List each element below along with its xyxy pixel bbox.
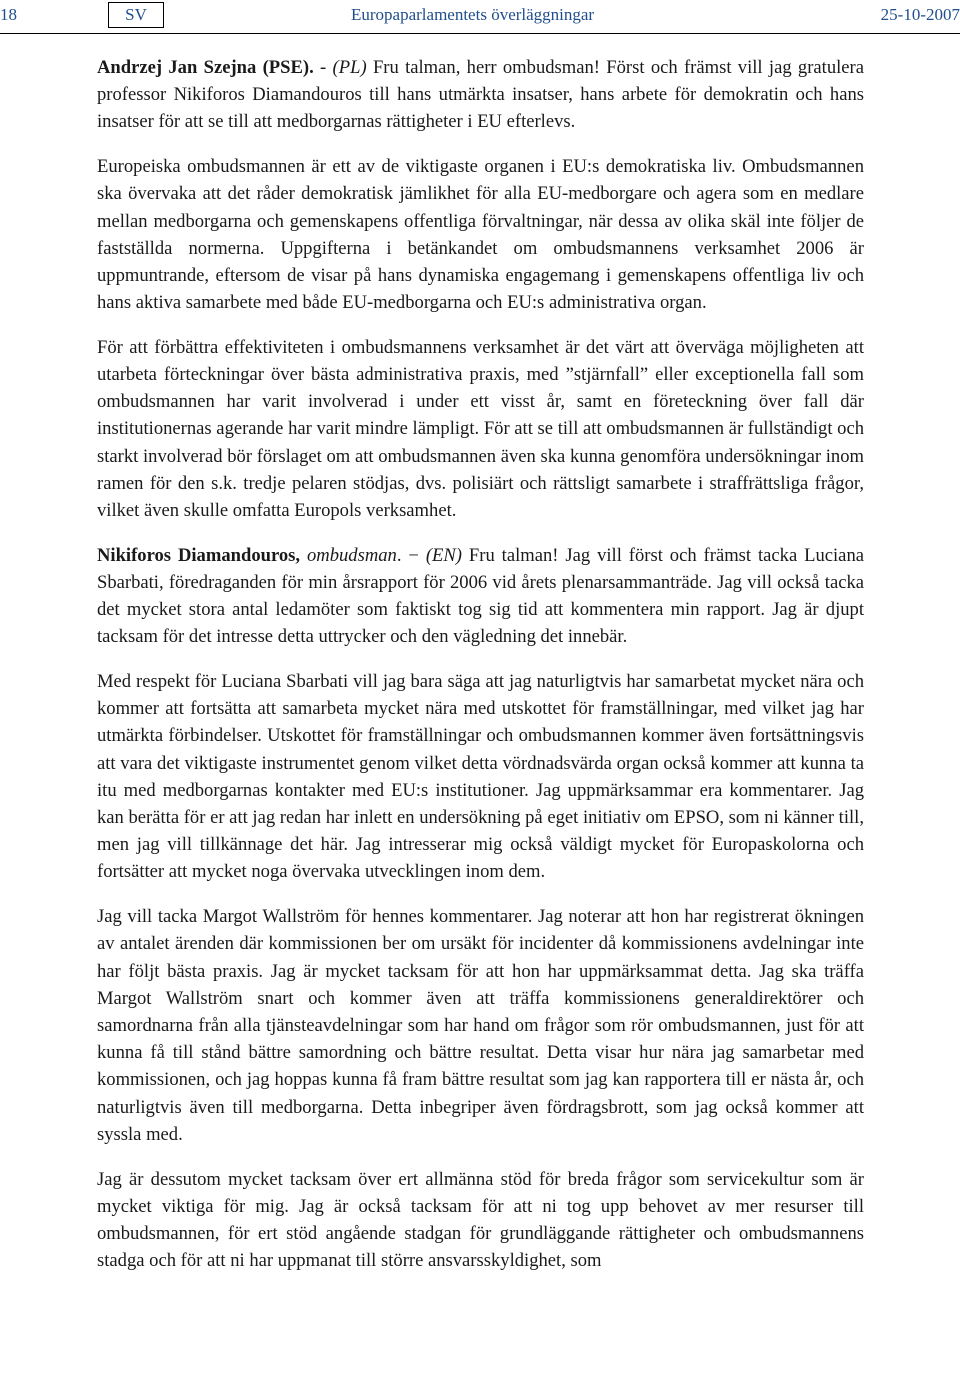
- paragraph: Europeiska ombudsmannen är ett av de viktigaste organen i EU:s demokratiska liv. Ombudsmannen ska övervaka att det råder demokratisk jämlikhet för alla EU-medborgare och agera som en medlare mellan medborgarna och gemenskapens offentliga förvaltningar, när dessa av olika skäl inte följer de fastställda normerna. Uppgifterna i betänkandet om ombudsmannens verksamhet 2006 är uppmuntrande, eftersom de visar på hans dynamiska engagemang i gemenskapens offentliga liv och hans aktiva samarbete med både EU-medborgarna och EU:s administrativa organ.: [97, 156, 864, 314]
- language-badge: SV: [108, 2, 164, 28]
- language-tag: (PL): [332, 57, 367, 78]
- separator: -: [313, 57, 333, 78]
- paragraph: Jag är dessutom mycket tacksam över ert allmänna stöd för breda frågor som servicekultur som är mycket viktiga för mig. Jag är också tacksam för att ni tog upp behovet av mer resurser till ombudsmannen, för ert stöd angående stadgan för grundläggande rättigheter och ombudsmannens stadga och för att ni har uppmanat till större ansvarsskyldighet, som: [97, 1168, 864, 1272]
- paragraph: Med respekt för Luciana Sbarbati vill jag bara säga att jag naturligtvis har samarbetat mycket nära och kommer att fortsätta att samarbeta mycket nära med utskottet för framställningar, med vilket jag har utmärkta förbindelser. Utskottet för framställningar och ombudsmannen kommer även fortsättningsvis att vara det viktigaste instrumentet genom vilket detta vördnadsvärda organ också kommer att kunna ta itu med medborgarnas kontakter med EU:s institutioner. Jag uppmärksammar era kommentarer. Jag kan berätta för er att jag redan har inlett en undersökning på eget initiativ om EPSO, som ni känner till, men jag vill tillkännage det här. Jag intresserar mig också väldigt mycket för Europaskolorna och fortsätter att mycket noga övervaka utvecklingen inom dem.: [97, 671, 864, 883]
- paragraph: [97, 542, 864, 651]
- paragraph: För att förbättra effektiviteten i ombudsmannens verksamhet är det värt att överväga möjligheten att utarbeta förteckningar över bästa administrativa praxis, med ”stjärnfall” eller exceptionella fall som ombudsmannen har varit involverad i under ett visst år, samt en företeckning över fall där institutionernas agerande har varit mindre lämpligt. För att se till att ombudsmannen är fullständigt och starkt involverad bör förslaget om att ombudsmannen även ska kunna genomföra undersökningar inom ramen för den s.k. tredje pelaren stödjas, dvs. polisiärt och rättsligt samarbete i straffrättsliga frågor, vilket även skulle omfatta Europols verksamhet.: [97, 336, 864, 522]
- paragraph: [97, 54, 864, 136]
- speaker-name: Nikiforos Diamandouros,: [97, 544, 301, 566]
- paragraph-text: Fru talman! Jag vill först och främst tacka Luciana Sbarbati, föredraganden för min årsrapport för 2006 vid årets plenarsammanträde. Jag vill också tacka det mycket stora antal ledamöter som faktiskt tog sig tid att kommentera min rapport. Jag är djupt tacksam för det intresse detta uttrycker och den vägledning det innebär.: [97, 544, 864, 648]
- speaker-role: ombudsman: [306, 544, 397, 566]
- document-date: 25-10-2007: [880, 5, 960, 24]
- page-header: [0, 0, 960, 34]
- document-body: [97, 54, 864, 1292]
- page-number: 18: [0, 5, 17, 24]
- paragraph: Jag vill tacka Margot Wallström för hennes kommentarer. Jag noterar att hon har registrerat ökningen av antalet ärenden där kommissionen ber om ursäkt för incidenter då kommissionens avdelningar inte har följt bästa praxis. Jag är mycket tacksam för att hon har uppmärksammat detta. Jag ska träffa Margot Wallström snart och kommer även att träffa kommissionens generaldirektörer och samordnarna från alla tjänsteavdelningar som har hand om frågor som rör ombudsmannen, just för att kunna få till stånd bättre samordning och bättre resultat. Detta visar hur nära jag samarbetar med kommissionen, och jag hoppas kunna få fram bättre resultat som jag kan rapportera till er nästa år, och naturligtvis även till medborgarna. Detta inbegriper även fördragsbrott, som jag också kommer att syssla med.: [97, 906, 864, 1145]
- speaker-name: Andrzej Jan Szejna (PSE).: [97, 57, 314, 78]
- paragraph-text: Fru talman, herr ombudsman! Först och främst vill jag gratulera professor Nikiforos Diamandouros till hans utmärkta insatser, hans arbete för demokratin och hans insatser för att se till att medborgarnas rättigheter i EU efterlevs.: [97, 57, 864, 133]
- document-title: Europaparlamentets överläggningar: [351, 5, 595, 24]
- language-tag: (EN): [425, 544, 462, 566]
- separator: . −: [396, 544, 426, 566]
